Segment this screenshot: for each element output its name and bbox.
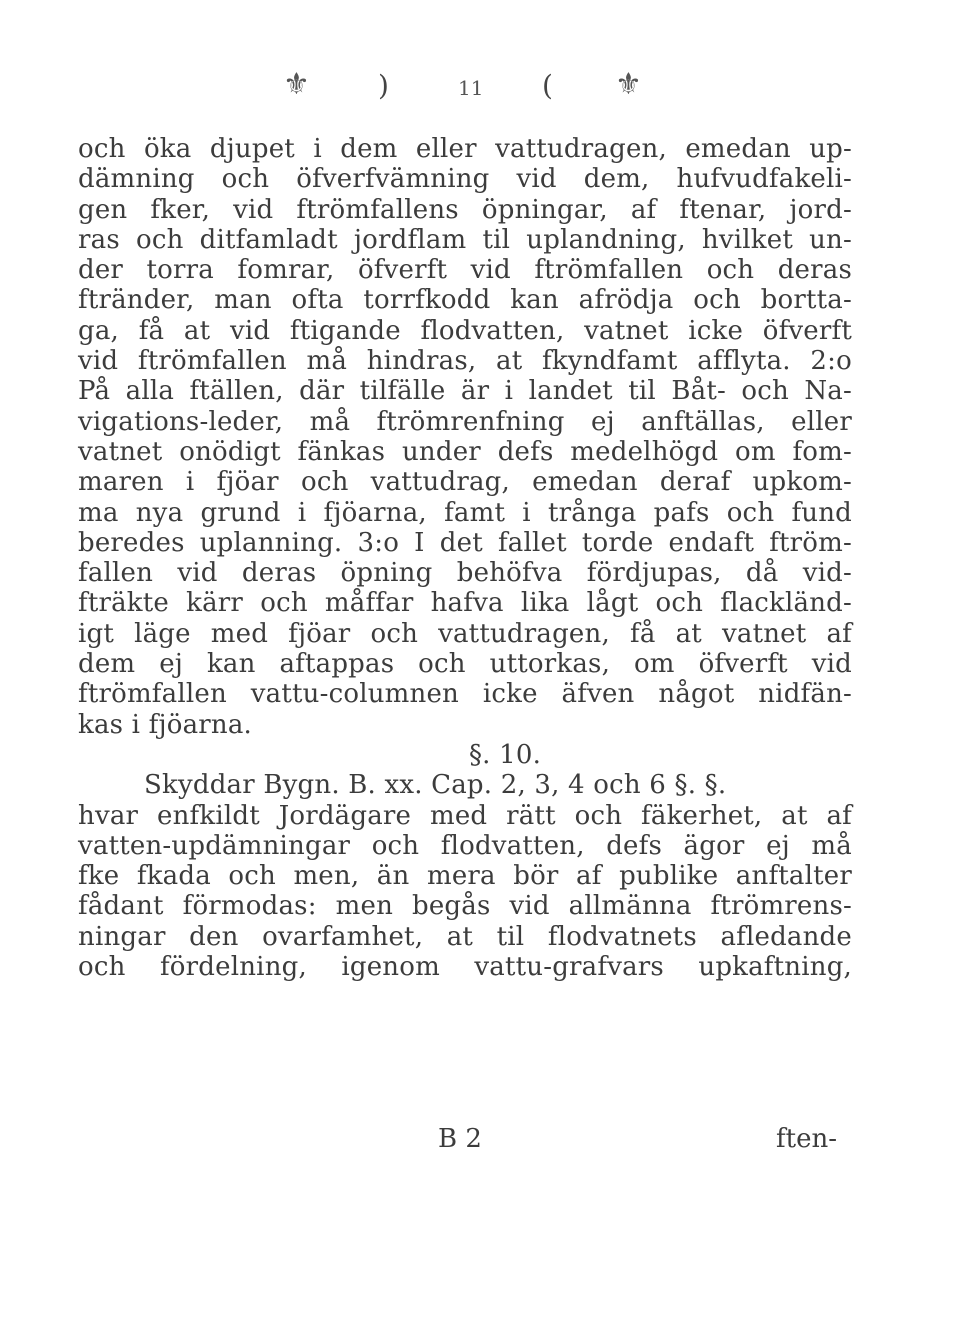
text-line: dem ej kan aftappas och uttorkas, om öfverft vid <box>78 649 852 680</box>
header-paren-open: ) <box>378 69 389 102</box>
text-line: och fördelning, igenom vattu-grafvars upkaftning, <box>78 952 852 983</box>
fleuron-icon-right: ⚜ <box>615 67 642 102</box>
text-line: vatten-updämningar och flodvatten, defs ägor ej må <box>78 830 852 861</box>
text-line: beredes uplanning. 3:o I det fallet torde endaft ftröm- <box>78 527 852 558</box>
signature-mark: B 2 <box>438 1124 482 1154</box>
page-header <box>0 68 960 108</box>
page-footer <box>0 1122 960 1156</box>
text-line: ras och ditfamladt jordflam til uplandning, hvilket un- <box>78 224 852 255</box>
section-heading: §. 10. <box>468 739 542 770</box>
text-line: vid ftrömfallen må hindras, at fkyndfamt afflyta. 2:o <box>78 346 852 377</box>
catchword: ften- <box>776 1124 837 1154</box>
text-line: kas i fjöarna. <box>78 709 253 740</box>
text-line: vatnet onödigt fänkas under defs medelhögd om fom- <box>78 436 852 467</box>
text-line: hvar enfkildt Jordägare med rätt och fäkerhet, at af <box>78 800 852 831</box>
text-line: ftrömfallen vattu-columnen icke äfven något nidfän- <box>78 679 852 710</box>
text-line: fallen vid deras öpning behöfva fördjupas, då vid- <box>78 558 852 589</box>
text-line: ma nya grund i fjöarna, famt i trånga pafs och fund <box>78 497 852 528</box>
section-reference: Skyddar Bygn. B. xx. Cap. 2, 3, 4 och 6 §. §. <box>144 770 727 801</box>
header-paren-close: ( <box>542 69 553 102</box>
page-number: 11 <box>458 76 484 100</box>
text-line: På alla ftällen, där tilfälle är i landet til Båt- och Na- <box>78 376 852 407</box>
text-line: gen fker, vid ftrömfallens öpningar, af ftenar, jord- <box>78 194 852 225</box>
text-line: ningar den ovarfamhet, at til flodvatnets afledande <box>78 921 852 952</box>
text-line: fådant förmodas: men begås vid allmänna ftrömrens- <box>78 891 852 922</box>
text-line: maren i fjöar och vattudrag, emedan deraf upkom- <box>78 467 852 498</box>
text-line: igt läge med fjöar och vattudragen, få at vatnet af <box>78 618 852 649</box>
text-line: der torra fomrar, öfverft vid ftrömfallen och deras <box>78 255 852 286</box>
body-text <box>78 134 852 982</box>
text-line: och öka djupet i dem eller vattudragen, emedan up- <box>78 134 852 164</box>
fleuron-icon-left: ⚜ <box>283 67 310 102</box>
text-line: ftränder, man ofta torrfkodd kan afrödja och bortta- <box>78 285 852 316</box>
text-line: vigations-leder, må ftrömrenfning ej anftällas, eller <box>78 406 852 437</box>
text-line: dämning och öfverfvämning vid dem, hufvudfakeli- <box>78 164 852 195</box>
text-line: fträkte kärr och måffar hafva lika lågt och flackländ- <box>78 588 852 619</box>
text-line: ga, få at vid ftigande flodvatten, vatnet icke öfverft <box>78 315 852 346</box>
text-line: fke fkada och men, än mera bör af publike anftalter <box>78 861 852 892</box>
